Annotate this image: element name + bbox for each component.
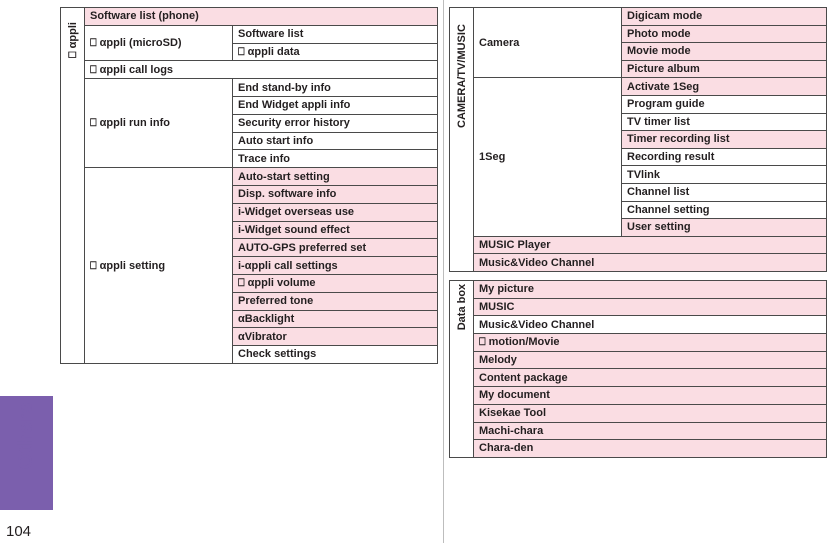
menu-item: ⎕ αppli call logs <box>85 61 438 79</box>
menu-item: Music&Video Channel <box>474 316 827 334</box>
menu-item: Digicam mode <box>622 8 827 26</box>
menu-item: Movie mode <box>622 43 827 61</box>
menu-item: Recording result <box>622 148 827 166</box>
camera-tv-music-group-label: CAMERA/TV/MUSIC <box>450 8 474 272</box>
menu-item: Program guide <box>622 95 827 113</box>
menu-item: Channel setting <box>622 201 827 219</box>
menu-item: ⎕ motion/Movie <box>474 334 827 352</box>
menu-item: Software list (phone) <box>85 8 438 26</box>
menu-item: Machi-chara <box>474 422 827 440</box>
menu-item: ⎕ αppli volume <box>233 274 438 292</box>
column-divider <box>443 0 444 543</box>
menu-item: Activate 1Seg <box>622 78 827 96</box>
menu-item: αVibrator <box>233 328 438 346</box>
section-tab-label: Others <box>15 401 37 469</box>
menu-item: End Widget appli info <box>233 96 438 114</box>
menu-item: Timer recording list <box>622 131 827 149</box>
menu-item: MUSIC Player <box>474 236 827 254</box>
menu-item: TV timer list <box>622 113 827 131</box>
page-number: 104 <box>6 523 32 540</box>
appli-group-label: ⎕ αppli <box>61 8 85 364</box>
menu-item: Check settings <box>233 346 438 364</box>
camera-tv-music-table <box>449 7 827 272</box>
menu-item: Software list <box>233 25 438 43</box>
menu-item: Preferred tone <box>233 292 438 310</box>
menu-item: i-αppli call settings <box>233 257 438 275</box>
menu-item: Disp. software info <box>233 185 438 203</box>
menu-item: ⎕ αppli (microSD) <box>85 25 233 61</box>
menu-item: TVlink <box>622 166 827 184</box>
menu-item: Channel list <box>622 183 827 201</box>
menu-item: αBacklight <box>233 310 438 328</box>
menu-item: i-Widget overseas use <box>233 203 438 221</box>
menu-item: My picture <box>474 281 827 299</box>
menu-item: Melody <box>474 351 827 369</box>
data-box-group-label: Data box <box>450 281 474 458</box>
menu-item: ⎕ αppli data <box>233 43 438 61</box>
menu-item: Photo mode <box>622 25 827 43</box>
menu-item: Auto start info <box>233 132 438 150</box>
data-box-table <box>449 280 827 458</box>
menu-item: Kisekae Tool <box>474 404 827 422</box>
menu-item: Chara-den <box>474 440 827 458</box>
menu-item: ⎕ αppli setting <box>85 168 233 364</box>
menu-item: AUTO-GPS preferred set <box>233 239 438 257</box>
menu-item: Camera <box>474 8 622 78</box>
menu-item: MUSIC <box>474 298 827 316</box>
menu-item: 1Seg <box>474 78 622 236</box>
menu-item: User setting <box>622 219 827 237</box>
menu-item: Music&Video Channel <box>474 254 827 272</box>
menu-item: Security error history <box>233 114 438 132</box>
menu-item: ⎕ αppli run info <box>85 79 233 168</box>
menu-item: Trace info <box>233 150 438 168</box>
menu-item: Picture album <box>622 60 827 78</box>
menu-item: My document <box>474 387 827 405</box>
menu-item: Content package <box>474 369 827 387</box>
menu-item: End stand-by info <box>233 79 438 97</box>
menu-item: Auto-start setting <box>233 168 438 186</box>
menu-item: i-Widget sound effect <box>233 221 438 239</box>
appli-menu-table <box>60 7 438 364</box>
